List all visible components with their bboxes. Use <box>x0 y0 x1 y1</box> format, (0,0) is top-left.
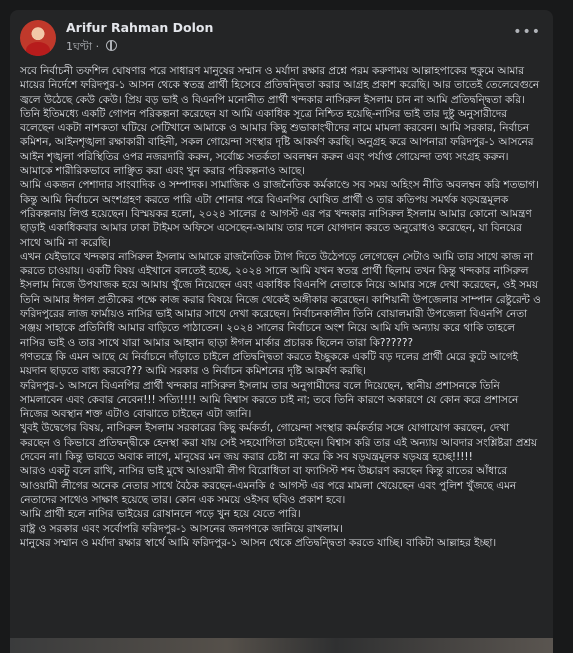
post-paragraph: খুবই উদ্বেগের বিষয়, নাসিরুল ইসলাম সরকারের কিছু কর্মকর্তা, গোয়েন্দা সংস্থার কর্মকর্তার সঙ্গে যোগাযোগ করছেন, দেখা করছেন ও কিভাবে প্রতিদ্বন্দ্বীকে হেনস্থা করা যায় সেই সহযোগিতা চাইছেন। বিশ্বাস করি তার এই অন্যায় আবদার সংশ্লিষ্টরা প্রশ্রয় দেবেন না। কিন্তু ভাবতে অবাক লাগে, মানুষের মন জয় করার চেষ্টা না করে কি সব ষড়যন্ত্রমূলক ষড়যন্ত্র হচ্ছে!!!!! <box>20 422 538 464</box>
post-paragraph: মানুষের সম্মান ও মর্যাদা রক্ষার স্বার্থে আমি ফরিদপুর-১ আসন থেকে প্রতিদ্বন্দ্বিতা করতে যাচ্ছি। বাকিটা আল্লাহর ইচ্ছা। <box>20 536 497 549</box>
post-paragraph: আমি প্রার্থী হলে নাসির ভাইয়ের রোষানলে পড়ে খুন হয়ে যেতে পারি। <box>20 508 301 521</box>
post-meta: 1ঘণ্টা · <box>66 38 117 57</box>
post-paragraph: আরও একটু বলে রাখি, নাসির ভাই মুখে আওয়ামী লীগ বিরোধিতা বা ফ্যাসিস্ট শব্দ উচ্চারণ করছেন কিন্তু রাতের আঁধারে আওয়ামী লীগের অনেক নেতার সাথে বৈঠক করছেন-এমনকি ৫ আগস্ট এর পরে মামলা খেয়েছেন এবং পুলিশ খুঁজছে এমন নেতাদের সাথেও সাক্ষাৎ হয়েছে তার। কোন এক সময়ে ওইসব ছবিও প্রকাশ হবে। <box>20 465 517 506</box>
post-paragraph: আমি একজন পেশাদার সাংবাদিক ও সম্পাদক। সামাজিক ও রাজনৈতিক কর্মকাণ্ডে সব সময় অহিংস নীতি অবলম্বন করি শতভাগ। কিন্তু আমি নির্বাচনে অংশগ্রহণ করতে পারি এটা শোনার পরে বিএনপির ঘোষিত প্রার্থী ও তার কতিপয় সমর্থক ষড়যন্ত্রমূলক পরিকল্পনায় লিপ্ত হয়েছেন। বিস্ময়কর হলো, ২০২৪ সালের ৫ আগস্ট এর পর খন্দকার নাসিরুল ইসলাম আমার কোনো আমন্ত্রণ ছাড়াই একাধিকবার আমার ঢাকা টাইমস অফিসে এসেছেন-আমায় তার দলে যোগদান করতে অনুরোধও করেছেন, যা বিনয়ের সাথে আমি না করেছি। <box>20 179 539 249</box>
post-paragraph: রাষ্ট্র ও সরকার এবং সর্বোপরি ফরিদপুর-১ আসনের জনগণকে জানিয়ে রাখলাম। <box>20 522 343 535</box>
post-card <box>10 10 553 653</box>
globe-icon <box>106 40 117 51</box>
post-paragraph: ফরিদপুর-১ আসনে বিএনপির প্রার্থী খন্দকার নাসিরুল ইসলাম তার অনুগামীদের বলে দিয়েছেন, স্থানীয় প্রশাসনকে তিনি সামলাবেন এবং কেবার নেবেন!!! সত্যি!!!! আমি বিশ্বাস করতে চাই না; তবে তিনি কারণে অকারণে যে কোন করে প্রশাসনে নিজের অবস্থান শক্ত এটাও বোঝাতে চাইছেন এটা জানি। <box>20 379 519 421</box>
post-paragraph: সবে নির্বাচনী তফশিল ঘোষণার পরে সাধারণ মানুষের সম্মান ও মর্যাদা রক্ষার প্রশ্নে পরম করুণাময় আল্লাহপাকের হুকুমে আমার মায়ের নির্দেশে ফরিদপুর-১ আসন থেকে স্বতন্ত্র প্রার্থী হিসেবে প্রতিদ্বন্দ্বিতা করার আগ্রহ প্রকাশ করেছি। আর তাতেই তেলেবেগুনে জ্বলে উঠেছে কেউ কেউ। প্রিয় বড় ভাই ও বিএনপি মনোনীত প্রার্থী খন্দকার নাসিরুল ইসলাম চান না আমি প্রতিদ্বন্দ্বিতা করি। তিনি ইতিমধ্যে একটি গোপন পরিকল্পনা করেছেন যা আমি একাধিক সূত্রে নিশ্চিত হয়েছি-নাসির ভাই তার দুষ্টু অনুসারীদের বলেছেন একটা নাশকতা ঘটিয়ে সেটিখানে আমাকে ও আমার কিছু শুভাকাংখীদের নামে মামলা করবেন। আমি সরকার, নির্বাচন কমিশন, আইনশৃঙ্খলা রক্ষাকারী বাহিনী, সকল গোয়েন্দা সংস্থার দৃষ্টি আকর্ষণ করছি। অনুগ্রহ করে আপনারা ফরিদপুর-১ আসনের আইন শৃঙ্খলা পরিস্থিতির ওপর নজরদারি করুন, সর্বোচ্চ সতর্কতা অবলম্বন করুন এবং পর্যাপ্ত গোয়েন্দা তথ্য সংগ্রহ করুন। আমাকে শারীরিকভাবে লাঞ্ছিত করা এবং খুন করার পরিকল্পনাও আছে। <box>20 65 540 178</box>
post-paragraph: গণতন্ত্রে কি এমন আছে যে নির্বাচনে দাঁড়াতে চাইলে প্রতিদ্বন্দ্বিতা করতে ইচ্ছুককে একটি বড় দলের প্রার্থী মেরে কুটে আগেই ময়দান ছাড়তে বাধ্য করবে??? আমি সরকার ও নির্বাচন কমিশনের দৃষ্টি আকর্ষণ করছি। <box>20 350 518 378</box>
post-body <box>20 64 542 634</box>
post-photo[interactable] <box>10 638 553 653</box>
post-paragraph: এখন যেইভাবে খন্দকার নাসিরুল ইসলাম আমাকে রাজনৈতিক ট্যাগ দিতে উঠেপড়ে লেগেছেন সেটাও আমি তার সাথে কাজ না করতে চাওয়ায়। একটি বিষয় এইখানে বলতেই হচ্ছে, ২০২৪ সালে আমি যখন স্বতন্ত্র প্রার্থী ছিলাম তখন কিন্তু খন্দকার নাসিরুল ইসলাম নিজে উপযাজক হয়ে আমায় খুঁজে নিয়েছেন এবং একাধিক বিএনপি নেতাকে নিয়ে আমার সঙ্গে দেখা করেছেন, ওই সময় তিনি আমার ঈগল প্রতীকের পক্ষে কাজ করার বিষয়ে নিজে থেকেই অঙ্গীকার করেছেন। কাশিয়ানী উপজেলার সাম্পান রেষ্টুরেন্ট ও ফরিদপুরের লাজ ফার্মায়ও নাসির ভাই আমার সাথে দেখা করেছেন। নির্বাচনকালীন তিনি বোয়ালমারী উপজেলা বিএনপি নেতা সঞ্জয় সাহাকে প্রতিনিধি আমার বাড়িতে পাঠাতেন। ২০২৪ সালের নির্বাচনে অংশ নিয়ে আমি যদি অন্যায় করে থাকি তাহলে নাসির ভাই ও তার সাথে যারা আমার আহ্বান ছাড়া ঈগল মার্কার প্রচারক ছিলেন তারা কি?????? <box>20 250 541 349</box>
post-header <box>10 10 553 64</box>
more-horizontal-icon[interactable]: ••• <box>513 24 541 40</box>
post-time[interactable]: 1ঘণ্টা <box>66 40 93 53</box>
avatar[interactable] <box>20 20 56 56</box>
author-name[interactable]: Arifur Rahman Dolon <box>66 20 214 35</box>
